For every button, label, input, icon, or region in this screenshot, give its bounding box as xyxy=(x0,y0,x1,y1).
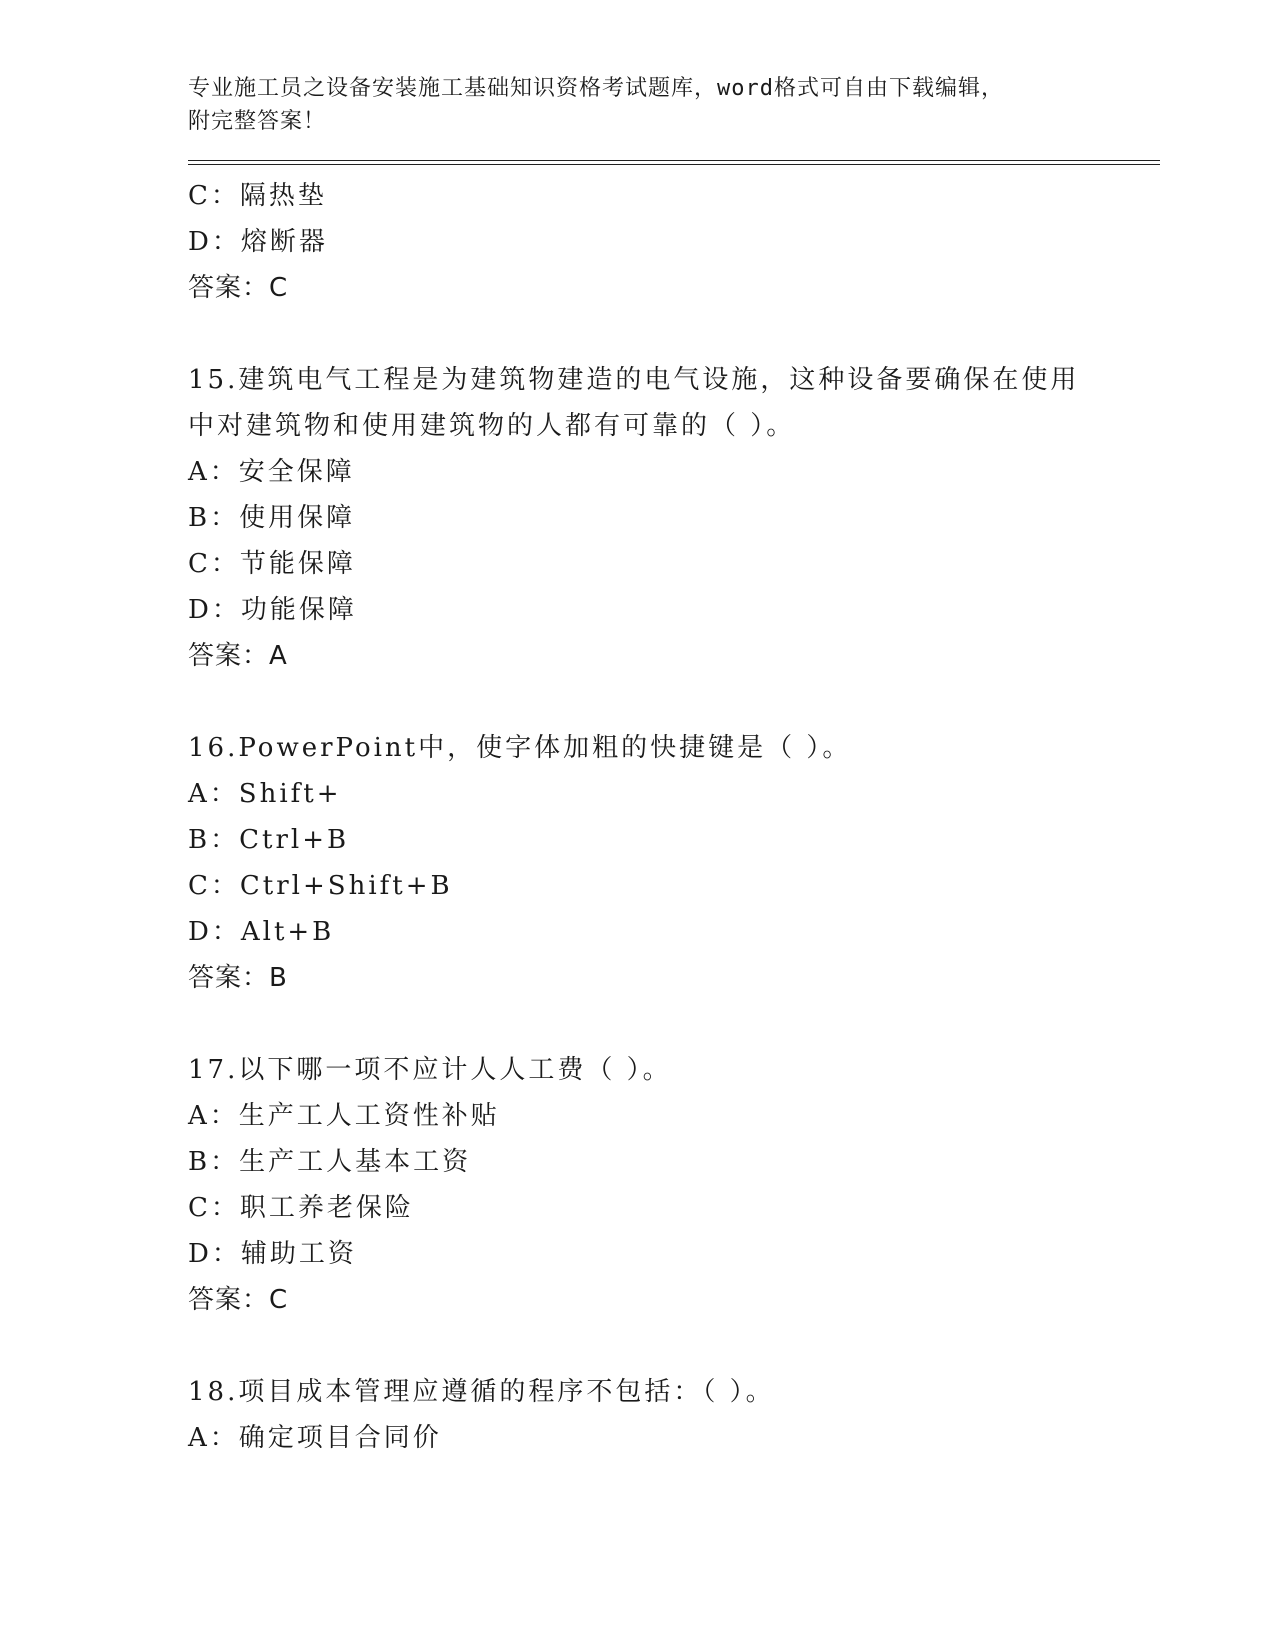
option-a: A：确定项目合同价 xyxy=(188,1423,442,1453)
option-d: D：辅助工资 xyxy=(188,1239,357,1269)
option-c: C：职工养老保险 xyxy=(188,1193,414,1223)
question-text: 18.项目成本管理应遵循的程序不包括：（ ）。 xyxy=(188,1377,775,1407)
option-d: D：熔断器 xyxy=(188,227,328,257)
question-18 xyxy=(188,1369,1160,1461)
question-text: 15.建筑电气工程是为建筑物建造的电气设施，这种设备要确保在使用中对建筑物和使用建筑物的人都有可靠的（ ）。 xyxy=(188,365,1080,441)
option-b: B：Ctrl+B xyxy=(188,825,350,855)
option-c: C：隔热垫 xyxy=(188,181,327,211)
question-16 xyxy=(188,725,1160,1001)
option-d: D：功能保障 xyxy=(188,595,357,625)
header-line-1: 专业施工员之设备安装施工基础知识资格考试题库，word格式可自由下载编辑， xyxy=(188,76,1004,101)
answer-line: 答案：C xyxy=(188,273,289,303)
option-a: A：安全保障 xyxy=(188,457,355,487)
question-partial xyxy=(188,173,1160,311)
question-list xyxy=(188,173,1160,1461)
option-a: A：生产工人工资性补贴 xyxy=(188,1101,500,1131)
page-header xyxy=(188,72,1068,138)
answer-line: 答案：C xyxy=(188,1285,289,1315)
option-d: D：Alt+B xyxy=(188,917,335,947)
question-text: 16.PowerPoint中，使字体加粗的快捷键是（ ）。 xyxy=(188,733,852,763)
question-17 xyxy=(188,1047,1160,1323)
option-b: B：生产工人基本工资 xyxy=(188,1147,472,1177)
document-page xyxy=(188,72,1160,1461)
option-c: C：节能保障 xyxy=(188,549,356,579)
question-15 xyxy=(188,357,1160,679)
question-text: 17.以下哪一项不应计人人工费（ ）。 xyxy=(188,1055,672,1085)
answer-line: 答案：A xyxy=(188,641,288,671)
header-divider xyxy=(188,160,1160,165)
header-line-2: 附完整答案！ xyxy=(188,109,327,134)
option-b: B：使用保障 xyxy=(188,503,356,533)
answer-line: 答案：B xyxy=(188,963,288,993)
option-c: C：Ctrl+Shift+B xyxy=(188,871,453,901)
option-a: A：Shift+ xyxy=(188,779,342,809)
